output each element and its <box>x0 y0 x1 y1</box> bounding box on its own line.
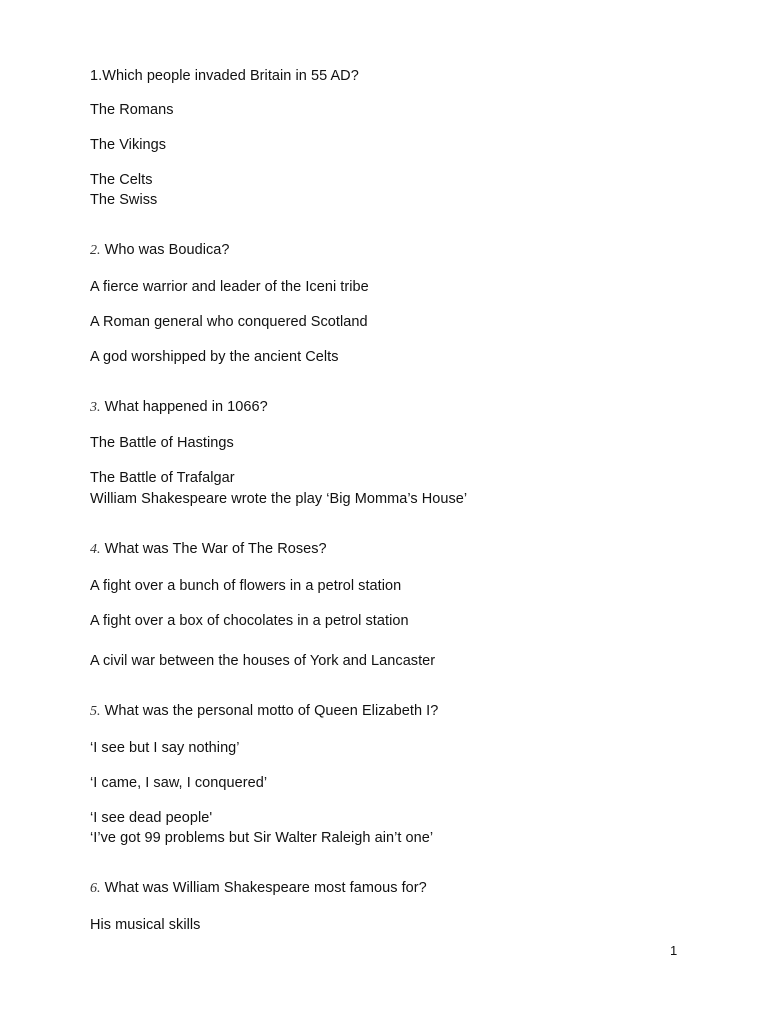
question-3-text: What happened in 1066? <box>104 399 268 415</box>
question-4-text: What was The War of The Roses? <box>104 541 327 557</box>
question-2-option-1: A fierce warrior and leader of the Iceni tribe <box>90 279 369 295</box>
question-3-option-3: William Shakespeare wrote the play ‘Big Momma’s House’ <box>90 491 468 507</box>
question-1-text: Which people invaded Britain in 55 AD? <box>102 68 359 84</box>
question-4-number: 4. <box>90 542 101 557</box>
page-number: 1 <box>670 943 678 958</box>
question-1 <box>90 67 359 85</box>
question-4-option-1: A fight over a bunch of flowers in a petrol station <box>90 578 402 594</box>
question-2-option-3: A god worshipped by the ancient Celts <box>90 349 339 365</box>
question-1-option-1: The Romans <box>90 102 174 118</box>
question-5-option-4: ‘I’ve got 99 problems but Sir Walter Raleigh ain’t one’ <box>90 830 434 846</box>
question-1-option-2: The Vikings <box>90 137 167 153</box>
question-5-option-2: ‘I came, I saw, I conquered’ <box>90 775 268 791</box>
question-3-option-2: The Battle of Trafalgar <box>90 470 235 486</box>
question-6-number: 6. <box>90 881 101 896</box>
question-2-option-2: A Roman general who conquered Scotland <box>90 314 368 330</box>
question-2-number: 2. <box>90 243 101 258</box>
question-1-option-3: The Celts <box>90 172 153 188</box>
question-6-option-1: His musical skills <box>90 917 201 933</box>
question-5-number: 5. <box>90 704 101 719</box>
question-6 <box>90 879 427 898</box>
question-1-number: 1. <box>90 68 103 84</box>
question-5-option-1: ‘I see but I say nothing’ <box>90 740 240 756</box>
question-4-option-2: A fight over a box of chocolates in a petrol station <box>90 613 409 629</box>
question-3 <box>90 398 268 417</box>
question-2-text: Who was Boudica? <box>104 242 230 258</box>
question-1-option-4: The Swiss <box>90 192 158 208</box>
question-4 <box>90 540 327 559</box>
question-4-option-3: A civil war between the houses of York and Lancaster <box>90 653 436 669</box>
question-3-number: 3. <box>90 400 101 415</box>
question-2 <box>90 241 230 260</box>
question-5-text: What was the personal motto of Queen Elizabeth I? <box>104 703 439 719</box>
question-6-text: What was William Shakespeare most famous for? <box>104 880 427 896</box>
question-5-option-3: ‘I see dead people' <box>90 810 213 826</box>
question-3-option-1: The Battle of Hastings <box>90 435 234 451</box>
question-5 <box>90 702 438 721</box>
